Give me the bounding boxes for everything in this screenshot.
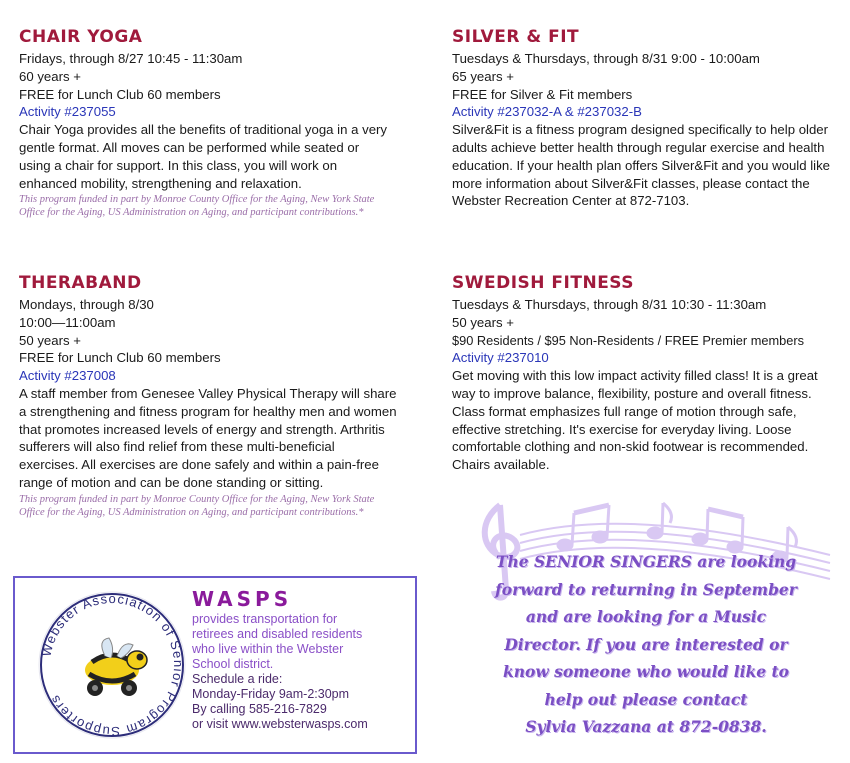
wasps-text [192,586,412,732]
wasps-logo-text: Webster Association of Senior Program Supporters [38,590,187,740]
wasps-hours: Monday-Friday 9am-2:30pm [192,687,350,701]
chair-yoga-title: CHAIR YOGA [19,27,143,47]
theraband-title: THERABAND [19,273,142,293]
swedish-fitness-activity: Activity #237010 [452,350,549,366]
wasps-phone: By calling 585-216-7829 [192,702,327,716]
singers-line: know someone who would like to [503,662,789,681]
chair-yoga-description: Chair Yoga provides all the benefits of traditional yoga in a very gentle format. All moves can be performed while seated or using a chair for support. In this class, you will work on enhanced mobility, strengthening and relaxation. [19,122,388,191]
wasps-desc-line: provides transportation for [192,612,338,626]
swedish-fitness-title: SWEDISH FITNESS [452,273,635,293]
senior-singers-message [462,548,830,741]
chair-yoga-age: 60 years + [19,68,81,84]
silver-fit-title: SILVER & FIT [452,27,580,47]
chair-yoga-section [19,27,414,219]
singers-line: Sylvia Vazzana at 872-0838. [525,717,767,736]
chair-yoga-activity: Activity #237055 [19,104,116,120]
wasps-website: or visit www.websterwasps.com [192,717,368,731]
silver-fit-activity: Activity #237032-A & #237032-B [452,104,642,120]
theraband-funding: This program funded in part by Monroe County Office for the Aging, New York State Office for the Aging, US Administration on Aging, and participant contributions.* [19,493,375,518]
swedish-fitness-section [452,273,847,474]
wasps-title: WASPS [192,587,293,611]
theraband-time: 10:00—11:00am [19,314,116,330]
silver-fit-section [452,27,847,210]
chair-yoga-fee: FREE for Lunch Club 60 members [19,86,221,102]
swedish-fitness-fee: $90 Residents / $95 Non-Residents / FREE Premier members [452,332,805,348]
chair-yoga-schedule: Fridays, through 8/27 10:45 - 11:30am [19,51,243,66]
swedish-fitness-schedule: Tuesdays & Thursdays, through 8/31 10:30 - 11:30am [452,297,767,312]
silver-fit-description: Silver&Fit is a fitness program designed specifically to help older adults achieve better health through regular exercise and health education. If your health plan offers Silver&Fit and you would like more information about Silver&Fit classes, please contact the Webster Recreation Center at 872-7103. [452,122,831,209]
swedish-fitness-description: Get moving with this low impact activity filled class! It is a great way to improve balance, flexibility, posture and overall fitness. Class format emphasizes full range of motion through safe, effective stretching. It's exercise for everyday living. Loose comfortable clothing and non-skid footwear is recommended. Chairs available. [452,368,818,473]
singers-line: help out please contact [544,689,748,709]
wasps-desc-line: who live within the Webster [192,642,344,656]
singers-line: forward to returning in September [495,579,797,599]
singers-line: and are looking for a Music [525,607,767,626]
wasps-schedule-label: Schedule a ride: [192,672,283,686]
theraband-description: A staff member from Genesee Valley Physical Therapy will share a strengthening and fitness program for healthy men and women that promotes increased levels of energy and strength. Arthritis sufferers will also find relief from these multi-beneficial exercises. All exercises are done safely and within a pain-free range of motion and can be done standing or sitting. [19,385,397,490]
theraband-section [19,273,414,519]
singers-line: Director. If you are interested or [504,634,788,654]
wasps-box [13,576,417,754]
theraband-activity: Activity #237008 [19,368,116,384]
theraband-schedule: Mondays, through 8/30 [19,297,154,312]
silver-fit-fee: FREE for Silver & Fit members [452,86,633,102]
wasps-logo [37,590,187,740]
swedish-fitness-age: 50 years + [452,314,514,330]
theraband-fee: FREE for Lunch Club 60 members [19,350,221,366]
silver-fit-age: 65 years + [452,68,514,84]
chair-yoga-funding: This program funded in part by Monroe County Office for the Aging, New York State Office for the Aging, US Administration on Aging, and participant contributions.* [19,194,375,219]
wasps-desc-line: retirees and disabled residents [192,627,363,641]
singers-line: The SENIOR SINGERS are looking [495,552,797,571]
silver-fit-schedule: Tuesdays & Thursdays, through 8/31 9:00 - 10:00am [452,51,760,66]
theraband-age: 50 years + [19,332,81,348]
wasps-desc-line: School district. [192,657,274,671]
